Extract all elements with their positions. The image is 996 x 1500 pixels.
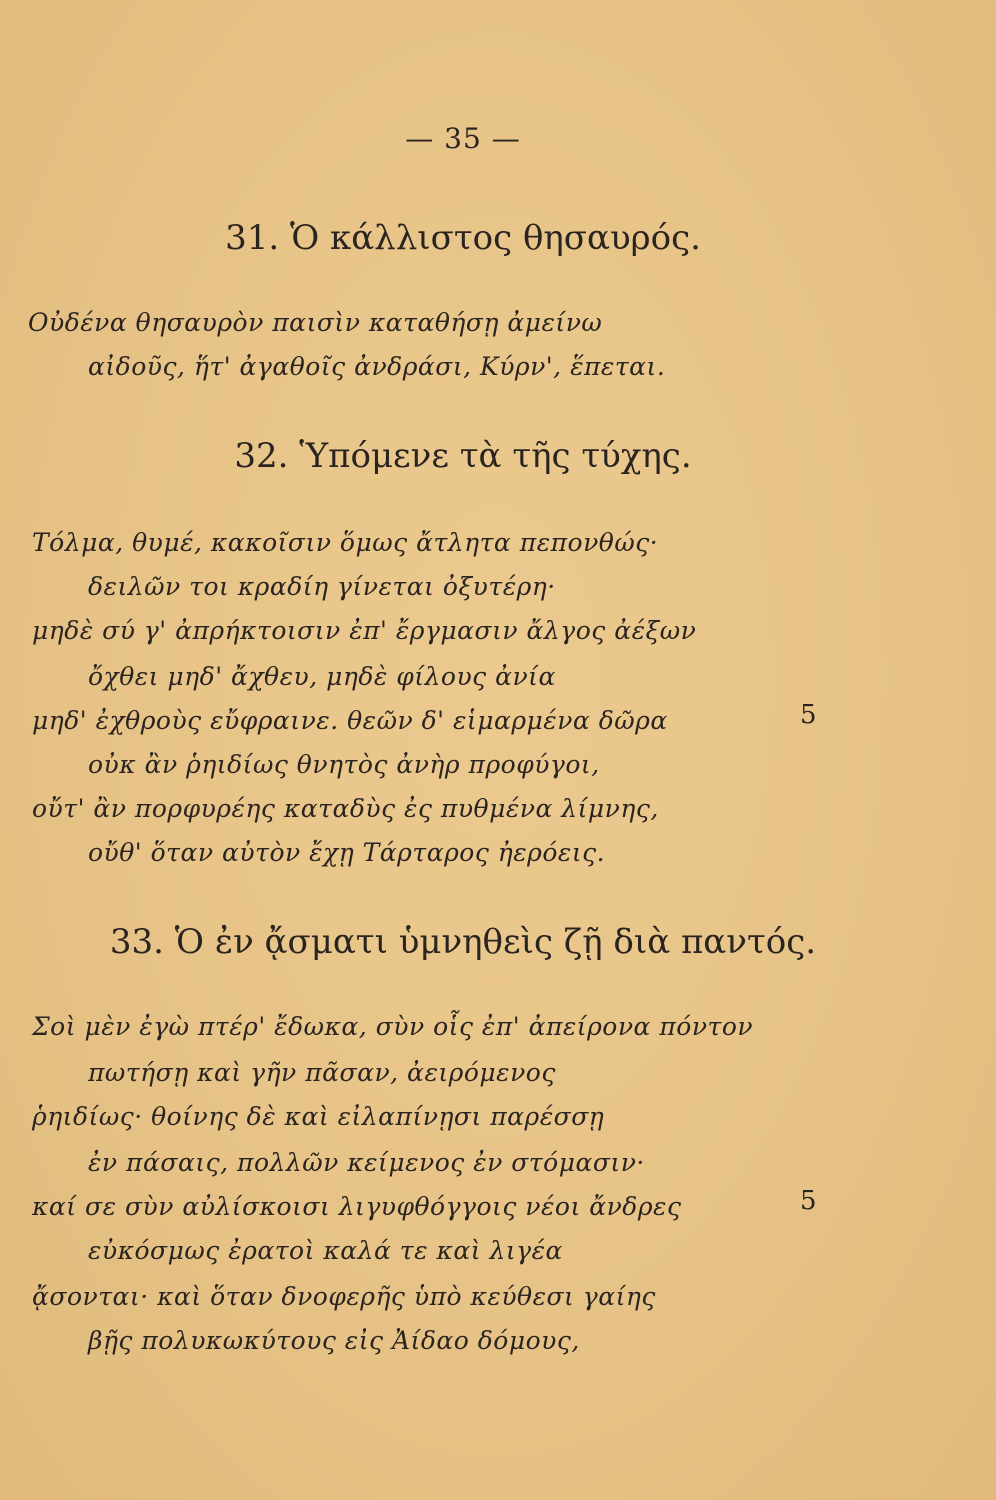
line-number-marker: 5 xyxy=(800,700,817,730)
verse-line: οὔθ' ὅταν αὐτὸν ἔχῃ Τάρταρος ἠερόεις. xyxy=(88,838,606,867)
verse-line: ὄχθει μηδ' ἄχθευ, μηδὲ φίλους ἀνία xyxy=(88,662,556,691)
verse-line: ῥηιδίως· θοίνης δὲ καὶ εἰλαπίνῃσι παρέσσῃ xyxy=(32,1102,605,1131)
verse-line: ᾄσονται· καὶ ὅταν δνοφερῆς ὑπὸ κεύθεσι γαίης xyxy=(32,1282,656,1311)
verse-line: οὐκ ἂν ῥηιδίως θνητὸς ἀνὴρ προφύγοι, xyxy=(88,750,600,779)
verse-line: εὐκόσμως ἐρατοὶ καλά τε καὶ λιγέα xyxy=(88,1236,563,1265)
poem-title: 33. Ὁ ἐν ᾄσματι ὑμνηθεὶς ζῇ διὰ παντός. xyxy=(109,922,817,962)
poem-title: 31. Ὁ κάλλιστος θησαυρός. xyxy=(225,218,701,258)
verse-line: Οὐδένα θησαυρὸν παισὶν καταθήσῃ ἀμείνω xyxy=(28,308,603,337)
verse-line: μηδ' ἐχθροὺς εὔφραινε. θεῶν δ' εἱμαρμένα δῶρα xyxy=(32,706,668,735)
verse-line: καί σε σὺν αὐλίσκοισι λιγυφθόγγοις νέοι ἄνδρες xyxy=(32,1192,682,1221)
verse-line: ἐν πάσαις, πολλῶν κείμενος ἐν στόμασιν· xyxy=(88,1148,645,1177)
verse-line: μηδὲ σύ γ' ἀπρήκτοισιν ἐπ' ἔργμασιν ἄλγος ἀέξων xyxy=(32,616,697,645)
verse-line: πωτήσῃ καὶ γῆν πᾶσαν, ἀειρόμενος xyxy=(88,1058,556,1087)
line-number-marker: 5 xyxy=(800,1186,817,1216)
verse-line: οὔτ' ἂν πορφυρέης καταδὺς ἐς πυθμένα λίμνης, xyxy=(32,794,659,823)
verse-line: βῇς πολυκωκύτους εἰς Ἀίδαο δόμους, xyxy=(88,1326,580,1355)
verse-line: Σοὶ μὲν ἐγὼ πτέρ' ἔδωκα, σὺν οἷς ἐπ' ἀπείρονα πόντον xyxy=(32,1012,754,1041)
verse-line: αἰδοῦς, ἥτ' ἀγαθοῖς ἀνδράσι, Κύρν', ἕπεται. xyxy=(88,352,666,381)
verse-line: Τόλμα, θυμέ, κακοῖσιν ὅμως ἄτλητα πεπονθώς· xyxy=(32,528,659,557)
verse-line: δειλῶν τοι κραδίη γίνεται ὀξυτέρη· xyxy=(88,572,556,601)
page-number: — 35 — xyxy=(405,122,521,155)
poem-title: 32. Ὑπόμενε τὰ τῆς τύχης. xyxy=(234,436,692,476)
